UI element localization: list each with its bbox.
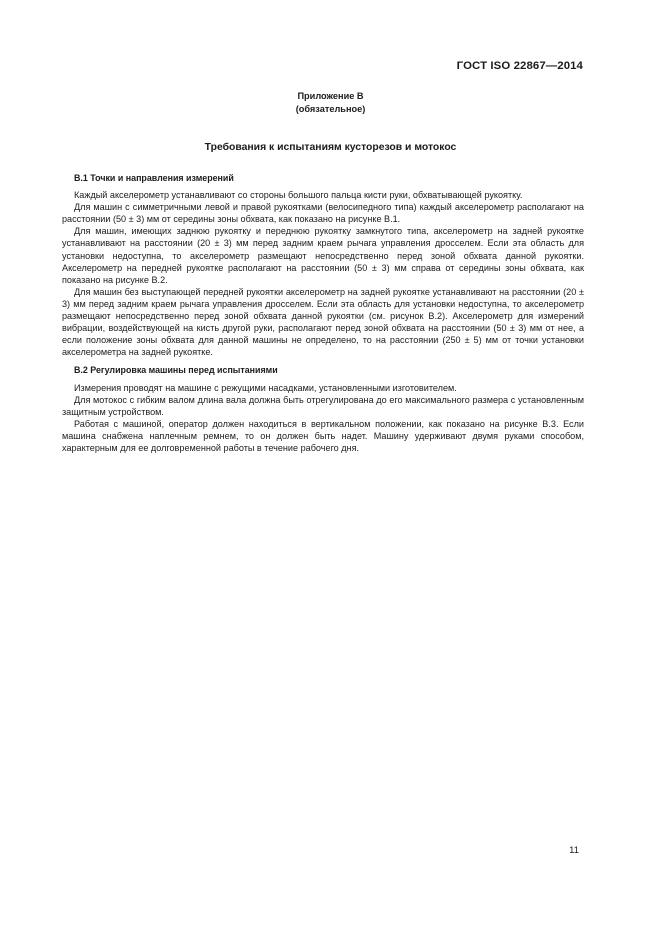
annex-label: Приложение В <box>297 91 364 101</box>
paragraph: Для машин без выступающей передней рукоятки акселерометр на задней рукоятке устанавливают на расстоянии (20 ± 3) мм перед задним краем рычага управления дросселем. Если эта область для установки недоступна, то акселерометр размещают непосредственно перед зоной обхвата данной рукоятки (см. рисунок В.2). Акселерометр для измерений вибрации, воздействующей на кисть другой руки, располагают перед зоной обхвата на расстоянии (50 ± 3) мм от нее, а если положение зоны обхвата для данной машины не определено, то на расстоянии (250 ± 5) мм от точки установки акселерометра на задней рукоятке. <box>62 286 584 358</box>
paragraph: Для машин, имеющих заднюю рукоятку и переднюю рукоятку замкнутого типа, акселерометр на задней рукоятке устанавливают на расстоянии (20 ± 3) мм перед задним краем рычага управления дросселем. Если эта область для установки недоступна, то акселерометр размещают непосредственно перед зоной обхвата данной рукоятки. Акселерометр на передней рукоятке располагают на расстоянии (50 ± 3) мм справа от середины зоны обхвата, как показано на рисунке В.2. <box>62 226 584 285</box>
section-heading: В.1 Точки и направления измерений <box>74 173 234 183</box>
section-b1 <box>62 172 584 358</box>
annex-status: (обязательное) <box>295 103 366 114</box>
section-heading: В.2 Регулировка машины перед испытаниями <box>74 365 278 376</box>
paragraph: Для мотокос с гибким валом длина вала должна быть отрегулирована до его максимального размера с установленным защитным устройством. <box>62 394 584 417</box>
paragraph: Измерения проводят на машине с режущими насадками, установленными изготовителем. <box>74 382 457 393</box>
document-body <box>62 172 584 454</box>
page-number: 11 <box>569 845 579 856</box>
paragraph: Каждый акселерометр устанавливают со стороны большого пальца кисти руки, обхватывающей рукоятку. <box>74 190 523 201</box>
section-b2 <box>62 364 584 454</box>
annex-heading <box>0 90 661 115</box>
standard-designation: ГОСТ ISO 22867—2014 <box>456 60 583 72</box>
paragraph: Для машин с симметричными левой и правой рукоятками (велосипедного типа) каждый акселерометр располагают на расстоянии (50 ± 3) мм от середины зоны обхвата, как показано на рисунке В.1. <box>62 202 584 225</box>
paragraph: Работая с машиной, оператор должен находиться в вертикальном положении, как показано на рисунке В.3. Если машина снабжена наплечным ремнем, то он должен быть надет. Машину удерживают двумя руками способом, характерным для ее долговременной работы в течение рабочего дня. <box>62 418 584 453</box>
annex-title: Требования к испытаниям кусторезов и мотокос <box>204 142 457 153</box>
